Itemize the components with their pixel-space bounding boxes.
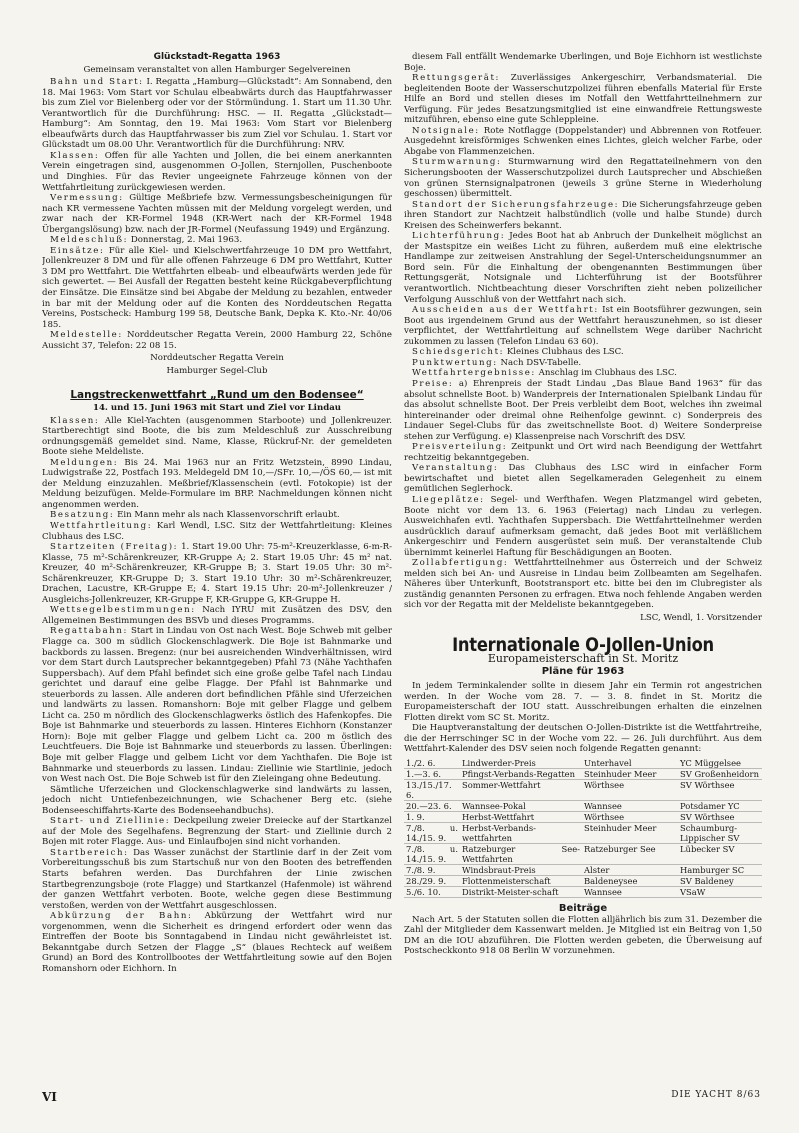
bodensee-cont-paragraph-label: Sturmwarnung: xyxy=(412,157,502,168)
calendar-water: Unterhavel xyxy=(582,758,678,769)
calendar-event: Pfingst-Verbands-Regatten xyxy=(460,769,582,780)
calendar-row xyxy=(404,758,762,769)
calendar-water: Wannsee xyxy=(582,887,678,898)
bodensee-paragraph xyxy=(42,510,392,521)
calendar-event: Distrikt-Meister-schaft xyxy=(460,887,582,898)
calendar-row xyxy=(404,865,762,876)
bodensee-paragraph xyxy=(42,848,392,911)
calendar-event: Lindwerder-Preis xyxy=(460,758,582,769)
calendar-date: 20.—23. 6. xyxy=(404,801,460,812)
calendar-event: Flottenmeisterschaft xyxy=(460,876,582,887)
calendar-date: 1./2. 6. xyxy=(404,758,460,769)
bodensee-cont-paragraph xyxy=(404,52,762,73)
calendar-event: Herbst-Wettfahrt xyxy=(460,812,582,823)
bodensee-paragraph xyxy=(42,816,392,848)
bodensee-cont-paragraph xyxy=(404,442,762,463)
glueckstadt-signature-2: Hamburger Segel-Club xyxy=(166,365,268,376)
magazine-issue: DIE YACHT 8/63 xyxy=(671,1090,761,1100)
bodensee-cont-paragraph xyxy=(404,463,762,495)
bodensee-cont-paragraph-label: Punktwertung: xyxy=(412,357,498,368)
glueckstadt-paragraph-text: Norddeutscher Regatta Verein, 2000 Hamburg 22, Schöne Aussicht 37, Telefon: 22 08 15. xyxy=(42,330,392,351)
bodensee-paragraph-text: Nach IYRU mit Zusätzen des DSV, den Allgemeinen Bestimmungen des BSVb und dieses Programms. xyxy=(42,605,392,626)
bodensee-cont-paragraph-text: Ist ein Bootsführer gezwungen, sein Boot aus irgendeinem Grund aus der Wettfahrt herauszunehmen, so ist dieser verpflichtet, der Wettfahrtleitung auf schnellstem Wege darüber Nachricht zukommen zu lassen (Telefon Lindau 63 60). xyxy=(404,305,762,347)
bodensee-cont-paragraph-text: Wettfahrtteilnehmer aus Österreich und der Schweiz melden sich bei An- und Ausreise in Lindau beim Zollbeamten am Segelhafen. Näheres über Unterkunft, Bootstransport etc. bitte bei den im Clubregister als zuständig genannten Personen zu erfragen. Etwa noch fehlende Angaben werden sich vor der Regatta mit der Meldeliste bekanntgegeben. xyxy=(404,558,762,611)
calendar-water: Wörthsee xyxy=(582,812,678,823)
iou-subheadline: Europameisterschaft in St. Moritz xyxy=(487,652,679,666)
glueckstadt-paragraph xyxy=(42,235,392,246)
iou-intro-paragraph: In jedem Terminkalender sollte in diesem Jahr ein Termin rot angestrichen werden. In der Woche vom 28. 7. — 3. 8. findet in St. Moritz die Europameisterschaft der IOU statt. Ausschreibungen erhalten die einzelnen Flotten direkt vom SC St. Moritz. xyxy=(404,681,762,723)
glueckstadt-paragraph xyxy=(42,246,392,330)
bodensee-paragraph-label: Besatzung: xyxy=(50,510,115,521)
glueckstadt-title: Glückstadt-Regatta 1963 xyxy=(153,52,281,62)
bodensee-cont-paragraph xyxy=(404,379,762,442)
calendar-date: 5./6. 10. xyxy=(404,887,460,898)
calendar-event: Wannsee-Pokal xyxy=(460,801,582,812)
bodensee-cont-paragraph xyxy=(404,73,762,126)
bodensee-cont-paragraph xyxy=(404,368,762,379)
bodensee-cont-paragraph-label: Lichterführung: xyxy=(412,231,506,242)
bodensee-continued-body xyxy=(404,52,762,611)
glueckstadt-paragraph-label: Vermessung: xyxy=(50,193,124,204)
bodensee-cont-paragraph-text: a) Ehrenpreis der Stadt Lindau „Das Blaue Band 1963“ für das absolut schnellste Boot. b) Wanderpreis der Internationalen Spielbank Lindau für das absolut schnellste Boot. Der Preis verbleibt dem Boot, welches ihn zweimal hintereinander oder dreimal ohne Reihenfolge gewinnt. c) Sonderpreis des Lindauer Segel-Clubs für das zweitschnellste Boot. d) Weitere Sonderpreise stehen zur Verfügung. e) Klassenpreise nach Vorschrift des DSV. xyxy=(404,378,762,442)
bodensee-paragraph-text: Bis 24. Mai 1963 nur an Fritz Wetzstein, 8990 Lindau, Ludwigstraße 22, Postfach 193. Meldegeld DM 10,—/SFr. 10,—/ÖS 60,— ist mit der Meldung einzuzahlen. Meßbrief/Klassenschein (evtl. Fotokopie) ist der Meldung beizufügen. Melde-Formulare im BRP. Nachmeldungen können nicht angenommen werden. xyxy=(42,457,392,510)
bodensee-paragraph xyxy=(42,785,392,817)
calendar-date: 7./8. u. 14./15. 9. xyxy=(406,844,458,864)
bodensee-paragraph-label: Wettsegelbestimmungen: xyxy=(50,605,196,616)
bodensee-cont-paragraph-label: Preise: xyxy=(412,378,454,389)
calendar-club: SV Wörthsee xyxy=(678,780,762,801)
bodensee-cont-paragraph-text: Rote Notflagge (Doppelstander) und Abbrennen von Rotfeuer. Ausgedehnt kreisförmiges Schwenken eines Lichtes, gleich welcher Farbe, oder Abgabe von Flammenzeichen. xyxy=(404,125,762,157)
bodensee-cont-paragraph-text: Das Clubhaus des LSC wird in einfacher Form bewirtschaftet und bietet allen Segelkameraden Gelegenheit zu einem gemütlichen Seglerhock. xyxy=(404,463,762,495)
calendar-date: 7./8. 9. xyxy=(404,865,460,876)
calendar-row xyxy=(404,812,762,823)
calendar-event: Windsbraut-Preis xyxy=(460,865,582,876)
glueckstadt-paragraph-label: Bahn und Start: xyxy=(50,77,144,88)
glueckstadt-paragraph-text: Für alle Kiel- und Kielschwertfahrzeuge 10 DM pro Wettfahrt, Jollenkreuzer 8 DM und für alle offenen Fahrzeuge 6 DM pro Wettfahrt, Kutter 3 DM pro Wettfahrt. Die Wettfahrten elbeab- und elbeaufwärts werden jede für sich gewertet. — Bei Ausfall der Regatten besteht keine Rückgabeverpflichtung der Einsätze. Die Einsätze sind bei Abgabe der Meldung zu bezahlen, entweder in bar mit der Meldung oder auf die Konten des Norddeutschen Regatta Vereins, Postscheck: Hamburg 199 58, Deutsche Bank, Depka K. Kto.-Nr. 40/06 185. xyxy=(42,245,392,330)
bodensee-paragraph-text: Abkürzung der Wettfahrt wird nur vorgenommen, wenn die Sicherheit es dringend erfordert oder wenn das Eintreffen der Boote bis Sonntagabend in Lindau nicht gewährleistet ist. Bekanntgabe durch Setzen der Flagge „S“ (blaues Rechteck auf weißem Grund) an Bord des Kontrollbootes der Wettfahrtleitung sowie auf den Bojen Romanshorn oder Eichhorn. In xyxy=(42,911,392,974)
calendar-water: Wannsee xyxy=(582,801,678,812)
bodensee-cont-paragraph-text: Jedes Boot hat ab Anbruch der Dunkelheit möglichst an der Mastspitze ein weißes Licht zu führen, außerdem muß eine elektrische Handlampe zur zeitweisen Anstrahlung der Segel-Unterscheidungsnummer an Bord sein. Für die Einhaltung der obengenannten Bestimmungen über Rettungsgerät, Notsignale und Lichterführung ist der Bootsführer verantwortlich. Nichtbeachtung dieser Vorschriften zieht neben polizeilicher Verfolgung Ausschluß von der Wettfahrt nach sich. xyxy=(404,231,762,305)
calendar-event: Ratzeburger See-Wettfahrten xyxy=(462,844,580,864)
bodensee-cont-paragraph-label: Preisverteilung: xyxy=(412,442,508,453)
calendar-water: Steinhuder Meer xyxy=(582,769,678,780)
beitraege-heading: Beiträge xyxy=(558,903,608,914)
bodensee-cont-paragraph-text: Die Sicherungsfahrzeuge geben ihren Standort zur Nachtzeit halbstündlich (volle und halbe Stunde) durch Kreisen des Scheinwerfers bekannt. xyxy=(404,199,762,231)
bodensee-cont-paragraph-text: Zeitpunkt und Ort wird nach Beendigung der Wettfahrt rechtzeitig bekanntgegeben. xyxy=(404,442,762,463)
glueckstadt-paragraph-label: Klassen: xyxy=(50,150,100,161)
bodensee-title: Langstreckenwettfahrt „Rund um den Bodensee“ xyxy=(70,389,364,402)
glueckstadt-paragraph xyxy=(42,330,392,351)
bodensee-paragraph-text: Sämtliche Uferzeichen und Glockenschlagwerke sind landwärts zu lassen, jedoch nicht Untiefenbezeichnungen, wie Schachener Berg etc. (siehe Bodenseeschiffahrts-Karte des Bodenseehandbuchs). xyxy=(42,784,392,816)
calendar-row xyxy=(404,780,762,801)
bodensee-cont-paragraph-label: Rettungsgerät: xyxy=(412,73,501,84)
calendar-water: Ratzeburger See xyxy=(582,844,678,865)
glueckstadt-paragraph-text: Offen für alle Yachten und Jollen, die bei einem anerkannten Verein eingetragen sind, ausgenommen O-Jollen, Sternjollen, Puschenboote und Dinghies. Für das Revier ungeeignete Fahrzeuge können von der Wettfahrtleitung zurückgewiesen werden. xyxy=(42,150,392,193)
calendar-row xyxy=(404,801,762,812)
bodensee-paragraph-label: Start- und Ziellinie: xyxy=(50,816,171,827)
iou-plans-heading: Pläne für 1963 xyxy=(541,665,625,677)
iou-intro xyxy=(404,681,762,755)
bodensee-paragraph xyxy=(42,911,392,974)
calendar-club: SV Großenheidorn xyxy=(678,769,762,780)
bodensee-paragraph-text: Das Wasser zunächst der Startlinie darf in der Zeit vom Vorbereitungsschuß bis zum Startschuß nur von den Booten des betreffenden Starts befahren werden. Das Durchfahren der Linie zwischen Startbegrenzungsboje (rote Flagge) und Startkanzel (Hafenmole) ist während der ganzen Wettfahrt verboten. Boote, welche gegen diese Bestimmung verstoßen, werden von der Wettfahrt ausgeschlossen. xyxy=(42,847,392,911)
bodensee-paragraph-text: Alle Kiel-Yachten (ausgenommen Starboote) und Jollenkreuzer. Startberechtigt sind Boote, die bis zum Meldeschluß zur Ausschreibung ordnungsgemäß gemeldet sind. Name, Klasse, Rückruf-Nr. der gemeldeten Boote siehe Meldeliste. xyxy=(42,415,392,458)
bodensee-paragraph xyxy=(42,521,392,542)
bodensee-cont-paragraph-label: Veranstaltung: xyxy=(412,463,499,474)
glueckstadt-body xyxy=(42,77,392,351)
glueckstadt-paragraph-label: Meldeschluß: xyxy=(50,235,129,246)
bodensee-cont-paragraph-label: Notsignale: xyxy=(412,125,480,136)
bodensee-cont-paragraph xyxy=(404,558,762,611)
calendar-date: 1. 9. xyxy=(404,812,460,823)
bodensee-paragraph-label: Regattabahn: xyxy=(50,626,129,637)
bodensee-paragraph-label: Klassen: xyxy=(50,415,100,426)
bodensee-paragraph-text: Start in Lindau von Ost nach West. Boje Schweb mit gelber Flagge ca. 300 m südlich Glockenschlagwerk. Die Boje ist Bahnmarke und backbords zu lassen. Bregenz: (nur bei ausreichenden Windverhältnissen, wird vor dem Start durch Lautsprecher bekanntgegeben) Pfahl 73 (Nähe Yachthafen Suppersbach). Auf dem Pfahl befindet sich eine große gelbe Tafel nach Lindau gerichtet und darauf eine gelbe Flagge. Der Pfahl ist Bahnmarke und steuerbords zu lassen. Alle anderen dort befindlichen Pfähle sind Uferzeichen und landwärts zu lassen. Romanshorn: Boje mit gelber Flagge und gelbem Licht ca. 250 m nördlich des Glockenschlagwerks östlich des Hafenkopfes. Die Boje ist Bahnmarke und steuerbords zu lassen. Hinteres Eichhorn (Konstanzer Horn): Boje mit gelber Flagge und gelbem Licht ca. 200 m östlich des Leuchtfeuers. Die Boje ist Bahnmarke und steuerbords zu lassen. Überlingen: Boje mit gelber Flagge und gelbem Licht vor dem Yachthafen. Die Boje ist Bahnmarke und steuerbords zu lassen. Lindau: Ziellinie wie Startlinie, jedoch von West nach Ost. Die Boje Schweb ist für den Zieleingang ohne Bedeutung. xyxy=(42,626,392,785)
bodensee-subtitle: 14. und 15. Juni 1963 mit Start und Ziel vor Lindau xyxy=(92,402,342,413)
calendar-date: 7./8. u. 14./15. 9. xyxy=(406,823,458,843)
calendar-club: Hamburger SC xyxy=(678,865,762,876)
calendar-date: 28./29. 9. xyxy=(404,876,460,887)
glueckstadt-paragraph-text: Donnerstag, 2. Mai 1963. xyxy=(128,235,243,246)
bodensee-cont-paragraph-label: Schiedsgericht: xyxy=(412,347,505,358)
glueckstadt-paragraph-label: Meldestelle: xyxy=(50,330,123,341)
glueckstadt-paragraph xyxy=(42,151,392,193)
glueckstadt-subtitle: Gemeinsam veranstaltet von allen Hamburger Segelvereinen xyxy=(83,64,351,75)
glueckstadt-paragraph xyxy=(42,193,392,235)
bodensee-paragraph-label: Startzeiten (Freitag): xyxy=(50,542,179,553)
bodensee-paragraph-text: Ein Mann mehr als nach Klassenvorschrift erlaubt. xyxy=(114,510,340,521)
calendar-club: VSaW xyxy=(678,887,762,898)
bodensee-paragraph xyxy=(42,458,392,511)
glueckstadt-paragraph xyxy=(42,77,392,151)
bodensee-cont-paragraph-label: Zollabfertigung: xyxy=(412,558,509,569)
right-column xyxy=(404,52,762,1082)
bodensee-paragraph-text: Karl Wendl, LSC. Sitz der Wettfahrtleitung: Kleines Clubhaus des LSC. xyxy=(42,520,392,542)
bodensee-cont-paragraph-text: diesem Fall entfällt Wendemarke Überlingen, und Boje Eichhorn ist westlichste Boje. xyxy=(404,52,762,73)
page-number: VI xyxy=(42,1090,57,1104)
bodensee-paragraph xyxy=(42,542,392,605)
calendar-club: Lübecker SV xyxy=(678,844,762,865)
calendar-water: Baldeneysee xyxy=(582,876,678,887)
bodensee-cont-paragraph xyxy=(404,200,762,232)
calendar-club: Schaumburg-Lippischer SV xyxy=(678,823,762,844)
bodensee-cont-paragraph-label: Ausscheiden aus der Wettfahrt: xyxy=(412,305,599,316)
bodensee-cont-paragraph xyxy=(404,358,762,369)
calendar-water: Steinhuder Meer xyxy=(582,823,678,844)
calendar-row xyxy=(404,769,762,780)
calendar-water: Wörthsee xyxy=(582,780,678,801)
calendar-date: 1.—3. 6. xyxy=(404,769,460,780)
bodensee-paragraph-label: Wettfahrtleitung: xyxy=(50,520,153,531)
glueckstadt-paragraph-text: I. Regatta „Hamburg—Glückstadt“: Am Sonnabend, den 18. Mai 1963: Vom Start vor Schulau elbeabwärts durch das Hauptfahrwasser bis zum Ziel vor Bielenberg oder vor der Störmündung. 1. Start um 11.30 Uhr. Verantwortlich für die Durchführung: HSC. — II. Regatta „Glückstadt—Hamburg“: Am Sonntag, den 19. Mai 1963: Vom Start vor Bielenberg elbeaufwärts durch das Hauptfahrwasser bis zum Ziel vor Schulau. 1. Start vor Glückstadt um 08.00 Uhr. Verantwortlich für die Durchführung: NRV. xyxy=(42,77,392,151)
calendar-club: YC Müggelsee xyxy=(678,758,762,769)
bodensee-cont-paragraph-text: Kleines Clubhaus des LSC. xyxy=(504,347,624,358)
bodensee-cont-paragraph xyxy=(404,495,762,558)
bodensee-paragraph-label: Startbereich: xyxy=(50,847,129,858)
bodensee-cont-paragraph-text: Sturmwarnung wird den Regattateilnehmern von den Sicherungsbooten der Wasserschutzpolizei durch Lautsprecher und Abschießen von grünen Sternsignalpatronen (jeweils 3 grüne Sterne in Wiederholung geschossen) übermittelt. xyxy=(404,157,762,200)
bodensee-paragraph-label: Abkürzung der Bahn: xyxy=(50,911,193,922)
glueckstadt-signature-1: Norddeutscher Regatta Verein xyxy=(150,353,284,364)
left-column xyxy=(42,52,392,1082)
calendar-row xyxy=(404,876,762,887)
iou-headline: Internationale O-Jollen-Union xyxy=(452,633,714,656)
bodensee-paragraph xyxy=(42,626,392,784)
iou-intro-paragraph: Die Hauptveranstaltung der deutschen O-Jollen-Distrikte ist die Wettfahrtreihe, die der Herrschinger SC in der Woche vom 22. — 26. Juli durchführt. Aus dem Wettfahrt-Kalender des DSV seien noch folgende Regatten genannt: xyxy=(404,723,762,755)
calendar-water: Alster xyxy=(582,865,678,876)
glueckstadt-paragraph-text: Gültige Meßbriefe bzw. Vermessungsbescheinigungen für nach KR vermessene Yachten müssen mit der Meldung vorgelegt werden, und zwar nach der KR-Formel 1948 (KR-Wert nach der KR-Formel 1948 Übergangslösung) bzw. nach der JR-Formel (Neufassung 1949) und Ergänzung. xyxy=(42,193,392,235)
bodensee-paragraph-text: Deckpeilung zweier Dreiecke auf der Startkanzel auf der Mole des Segelhafens. Begrenzung der Start- und Ziellinie durch 2 Bojen mit roter Flagge. Aus- und Einlaufbojen sind nicht vorhanden. xyxy=(42,816,392,848)
calendar-row xyxy=(404,823,762,844)
calendar-event: Sommer-Wettfahrt xyxy=(460,780,582,801)
bodensee-cont-paragraph-label: Standort der Sicherungsfahrzeuge: xyxy=(412,199,620,210)
bodensee-cont-paragraph-text: Anschlag im Clubhaus des LSC. xyxy=(535,368,677,379)
calendar-club: Potsdamer YC xyxy=(678,801,762,812)
calendar-date: 13./15./17. 6. xyxy=(404,780,460,801)
bodensee-cont-paragraph xyxy=(404,126,762,158)
calendar-row xyxy=(404,887,762,898)
bodensee-cont-paragraph xyxy=(404,305,762,347)
bodensee-paragraph-label: Meldungen: xyxy=(50,457,119,468)
bodensee-paragraph-text: 1. Start 19.00 Uhr: 75-m²-Kreuzerklasse, 6-m-R-Klasse, 75 m²-Schärenkreuzer, KR-Gruppe A; 2. Start 19.05 Uhr: 45 m² nat. Kreuzer, 40 m²-Schärenkreuzer, KR-Gruppe B; 3. Start 19.05 Uhr: 30 m²-Schärenkreuzer, KR-Gruppe D; 3. Start 19.10 Uhr: 30 m²-Schärenkreuzer, Drachen, Lacustre, KR-Gruppe E; 4. Start 19.15 Uhr: 20-m²-Jollenkreuzer / Ausgleichs-Jollenkreuzer, KR-Gruppe F, KR-Gruppe G, KR-Gruppe H. xyxy=(42,542,392,605)
calendar-row xyxy=(404,844,762,865)
bodensee-cont-paragraph xyxy=(404,231,762,305)
bodensee-paragraph xyxy=(42,605,392,626)
glueckstadt-paragraph-label: Einsätze: xyxy=(50,245,105,256)
lsc-signature: LSC, Wendl, 1. Vorsitzender xyxy=(640,612,762,623)
bodensee-cont-paragraph xyxy=(404,347,762,358)
beitraege-text: Nach Art. 5 der Statuten sollen die Flotten alljährlich bis zum 31. Dezember die Zahl der Mitglieder dem Kassenwart melden. Je Mitglied ist ein Beitrag von 1,50 DM an die IOU abzuführen. Die Flotten werden gebeten, die Überweisung auf Postscheckkonto 918 08 Berlin W vorzunehmen. xyxy=(404,914,762,957)
bodensee-cont-paragraph-label: Wettfahrtergebnisse: xyxy=(412,368,536,379)
calendar-club: SV Wörthsee xyxy=(678,812,762,823)
bodensee-cont-paragraph-text: Segel- und Werfthafen. Wegen Platzmangel wird gebeten, Boote nicht vor dem 13. 6. 1963 (Feiertag) nach Lindau zu verlegen. Ausweichhafen evtl. Yachthafen Suppersbach. Die Wettfahrtteilnehmer werden ausdrücklich darauf aufmerksam gemacht, daß jedes Boot mit verläßlichem Ankergeschirr und Fendern ausgerüstet sein muß. Der veranstaltende Club übernimmt keinerlei Haftung für Beschädigungen an Booten. xyxy=(404,494,762,558)
bodensee-cont-paragraph-label: Liegeplätze: xyxy=(412,494,485,505)
bodensee-paragraph xyxy=(42,416,392,458)
calendar-club: SV Baldeney xyxy=(678,876,762,887)
bodensee-cont-paragraph-text: Nach DSV-Tabelle. xyxy=(497,357,582,368)
calendar-event: Herbst-Verbands-wettfahrten xyxy=(460,823,582,844)
bodensee-body xyxy=(42,416,392,975)
bodensee-cont-paragraph xyxy=(404,157,762,199)
bodensee-cont-paragraph-text: Zuverlässiges Ankergeschirr, Verbandsmaterial. Die begleitenden Boote der Wasserschutzpolizei führen ebenfalls Material für Erste Hilfe an Bord und stellen dieses im Notfall den Wettfahrtteilnehmern zur Verfügung. Für jedes Besatzungsmitglied ist eine einwandfreie Rettungsweste mitzuführen, ebenso eine gute Schleppleine. xyxy=(404,73,762,126)
regatta-calendar-table xyxy=(404,758,762,898)
